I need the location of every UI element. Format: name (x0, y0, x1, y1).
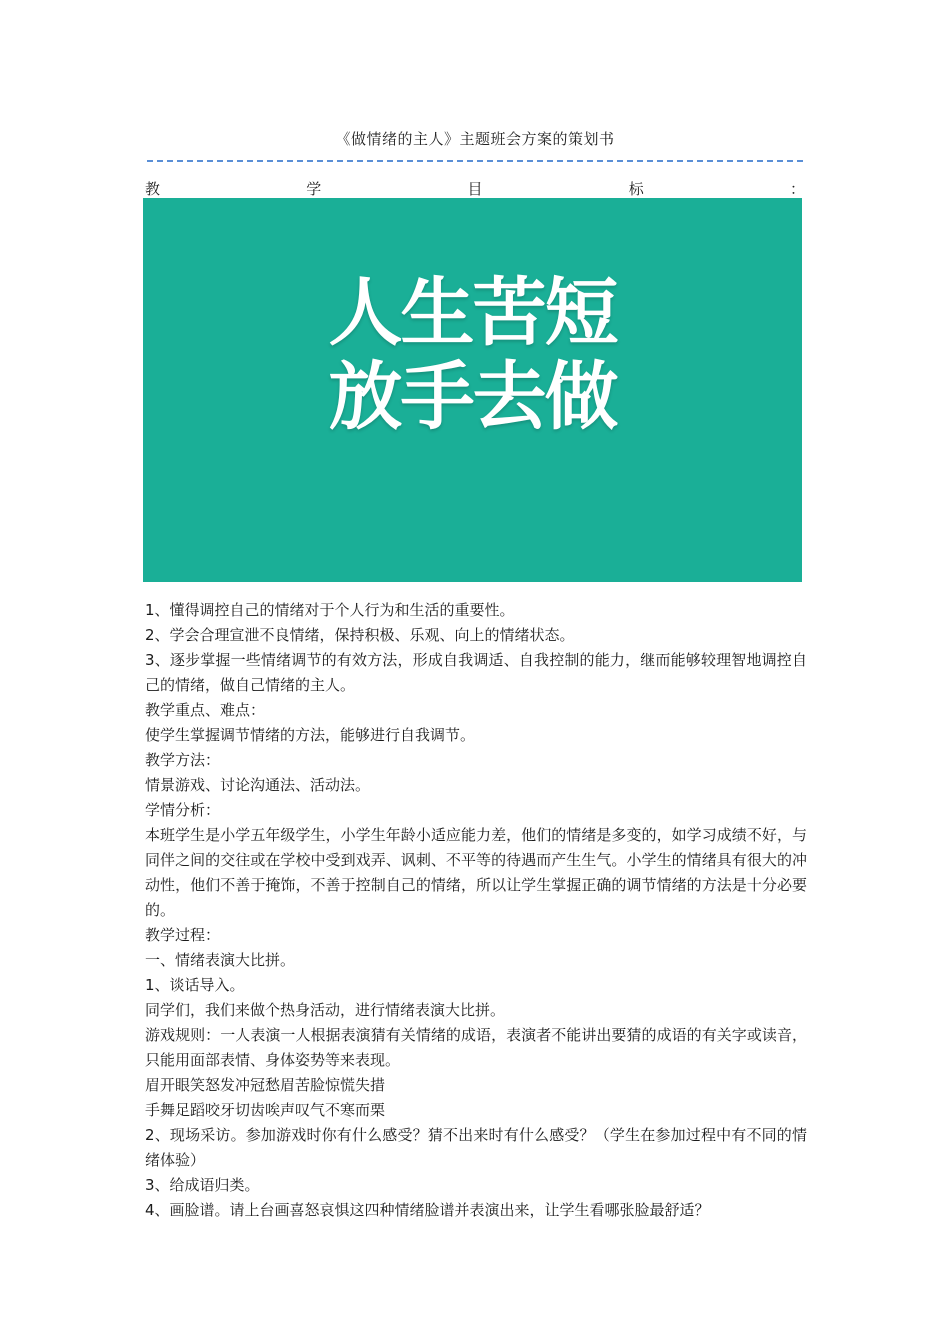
section-heading: 教学重点、难点： (145, 701, 266, 719)
paragraph: 2、现场采访。参加游戏时你有什么感受？猜不出来时有什么感受？（学生在参加过程中有不同的情绪体验） (145, 1126, 807, 1169)
objectives-heading-char: 标 (628, 180, 644, 198)
banner-line-2: 放手去做 (328, 354, 617, 440)
section-heading: 教学过程： (145, 926, 221, 944)
objectives-heading-char: 学 (306, 180, 322, 198)
objectives-heading (145, 178, 805, 199)
section-heading: 学情分析： (145, 801, 221, 819)
document-body (145, 598, 807, 1223)
section-heading: 教学方法： (145, 751, 221, 769)
paragraph: 游戏规则：一人表演一人根据表演猜有关情绪的成语，表演者不能讲出要猜的成语的有关字或读音，只能用面部表情、身体姿势等来表现。 (145, 1026, 807, 1069)
objectives-heading-char: 教 (145, 180, 161, 198)
paragraph: 3、给成语归类。 (145, 1176, 260, 1194)
paragraph: 1、懂得调控自己的情绪对于个人行为和生活的重要性。 (145, 601, 515, 619)
banner-line-1: 人生苦短 (328, 270, 617, 356)
document-title: 《做情绪的主人》主题班会方案的策划书 (335, 130, 615, 148)
paragraph: 4、画脸谱。请上台画喜怒哀惧这四种情绪脸谱并表演出来，让学生看哪张脸最舒适？ (145, 1201, 710, 1219)
paragraph: 情景游戏、讨论沟通法、活动法。 (145, 776, 371, 794)
objectives-heading-char: 目 (467, 180, 483, 198)
paragraph: 眉开眼笑怒发冲冠愁眉苦脸惊慌失措 (145, 1076, 386, 1094)
paragraph: 本班学生是小学五年级学生，小学生年龄小适应能力差，他们的情绪是多变的，如学习成绩不好，与同伴之间的交往或在学校中受到戏弄、讽刺、不平等的待遇而产生生气。小学生的情绪具有很大的冲动性，他们不善于掩饰，不善于控制自己的情绪，所以让学生掌握正确的调节情绪的方法是十分必要的。 (145, 826, 807, 919)
paragraph: 1、谈话导入。 (145, 976, 245, 994)
paragraph: 手舞足蹈咬牙切齿唉声叹气不寒而栗 (145, 1101, 386, 1119)
paragraph: 使学生掌握调节情绪的方法，能够进行自我调节。 (145, 726, 476, 744)
objectives-heading-char: ： (789, 180, 805, 198)
paragraph: 同学们，我们来做个热身活动，进行情绪表演大比拼。 (145, 1001, 506, 1019)
motto-banner-image (143, 198, 802, 582)
paragraph: 一、情绪表演大比拼。 (145, 951, 296, 969)
paragraph: 3、逐步掌握一些情绪调节的有效方法，形成自我调适、自我控制的能力，继而能够较理智地调控自己的情绪，做自己情绪的主人。 (145, 651, 807, 694)
paragraph: 2、学会合理宣泄不良情绪，保持积极、乐观、向上的情绪状态。 (145, 626, 575, 644)
dashed-divider (147, 160, 803, 162)
